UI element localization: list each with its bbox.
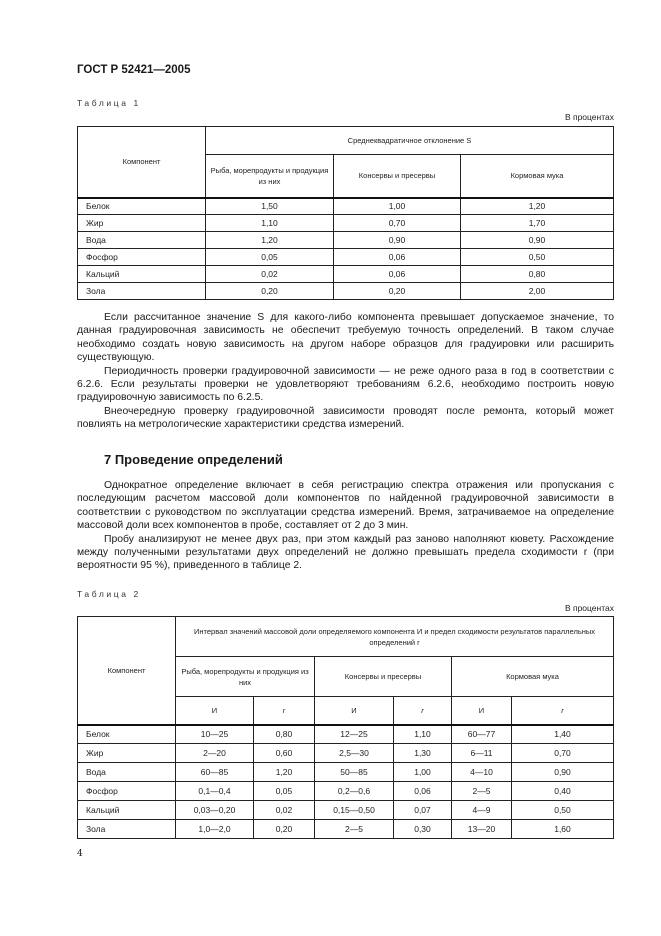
table-row: [78, 249, 614, 266]
cell-value: 0,50: [461, 249, 614, 266]
cell-value: 0,60: [254, 744, 315, 763]
cell-value: 2—5: [452, 782, 512, 801]
row-component: Фосфор: [78, 782, 176, 801]
cell-value: 1,30: [394, 744, 452, 763]
table2-subcol: И: [452, 697, 512, 725]
table-row: [78, 266, 614, 283]
table2-subcol: r: [512, 697, 614, 725]
cell-value: 0,2—0,6: [315, 782, 394, 801]
table-row: [78, 820, 614, 839]
cell-value: 1,00: [334, 198, 461, 215]
cell-value: 1,50: [206, 198, 334, 215]
table1-col-component: Компонент: [78, 127, 206, 198]
cell-value: 0,80: [254, 725, 315, 744]
table2-subcol: И: [315, 697, 394, 725]
paragraph: Внеочередную проверку градуировочной зависимости проводят после ремонта, который может повлиять на метрологические характеристики средства измерений.: [77, 405, 614, 431]
cell-value: 2,00: [461, 283, 614, 300]
row-component: Кальций: [78, 801, 176, 820]
table2-subcol: r: [394, 697, 452, 725]
cell-value: 0,30: [394, 820, 452, 839]
table2-label: Таблица 2: [77, 589, 141, 599]
table-row: [78, 215, 614, 232]
cell-value: 1,20: [461, 198, 614, 215]
table1-col: Рыба, морепродукты и продукция из них: [206, 155, 334, 198]
cell-value: 60—85: [176, 763, 254, 782]
cell-value: 10—25: [176, 725, 254, 744]
cell-value: 0,80: [461, 266, 614, 283]
cell-value: 0,07: [394, 801, 452, 820]
cell-value: 0,03—0,20: [176, 801, 254, 820]
section-heading: 7 Проведение определений: [104, 452, 283, 467]
cell-value: 1,70: [461, 215, 614, 232]
table2: [77, 616, 614, 839]
cell-value: 0,70: [512, 744, 614, 763]
cell-value: 0,06: [394, 782, 452, 801]
cell-value: 1,0—2,0: [176, 820, 254, 839]
table2-col: Консервы и пресервы: [315, 657, 452, 697]
row-component: Жир: [78, 215, 206, 232]
cell-value: 4—10: [452, 763, 512, 782]
cell-value: 2—20: [176, 744, 254, 763]
row-component: Зола: [78, 283, 206, 300]
cell-value: 0,02: [254, 801, 315, 820]
row-component: Белок: [78, 725, 176, 744]
table-row: [78, 283, 614, 300]
row-component: Жир: [78, 744, 176, 763]
table2-subcol: И: [176, 697, 254, 725]
table-row: [78, 744, 614, 763]
row-component: Вода: [78, 763, 176, 782]
table1: [77, 126, 614, 300]
table2-unit: В процентах: [564, 603, 614, 613]
cell-value: 0,90: [512, 763, 614, 782]
cell-value: 6—11: [452, 744, 512, 763]
paragraph: Однократное определение включает в себя регистрацию спектра отражения или пропускания с последующим расчетом массовой доли компонентов по найденной градуировочной зависимости в соответствии с руководством по эксплуатации средства измерений. Время, затрачиваемое на определение массовой доли всех компонентов в пробе, составляет от 2 до 3 мин.: [77, 480, 614, 532]
paragraphs-block-1: [77, 311, 614, 432]
cell-value: 2,5—30: [315, 744, 394, 763]
cell-value: 0,06: [334, 266, 461, 283]
paragraphs-block-2: [77, 479, 614, 573]
table2-group-header: Интервал значений массовой доли определяемого компонента И и предел сходимости результатов параллельных определений r: [176, 617, 614, 657]
cell-value: 12—25: [315, 725, 394, 744]
row-component: Зола: [78, 820, 176, 839]
table1-col: Консервы и пресервы: [334, 155, 461, 198]
row-component: Кальций: [78, 266, 206, 283]
paragraph: Периодичность проверки градуировочной зависимости — не реже одного раза в год в соответствии с 6.2.6. Если результаты проверки не удовлетворяют требованиям 6.2.6, необходимо построить новую градуировочную зависимость по 6.2.5.: [77, 365, 614, 404]
table-row: [78, 725, 614, 744]
table2-col: Рыба, морепродукты и продукция из них: [176, 657, 315, 697]
cell-value: 1,20: [206, 232, 334, 249]
table-row: [78, 198, 614, 215]
table-row: [78, 232, 614, 249]
cell-value: 1,10: [206, 215, 334, 232]
cell-value: 1,60: [512, 820, 614, 839]
cell-value: 0,20: [206, 283, 334, 300]
paragraph: Если рассчитанное значение S для какого-либо компонента превышает допускаемое значение, то данная градуировочная зависимость не обеспечит требуемую точность определений. В таком случае необходимо создать новую зависимость на другом наборе образцов для градуировки или расширить существующую.: [77, 312, 614, 364]
table-row: [78, 782, 614, 801]
cell-value: 0,06: [334, 249, 461, 266]
table1-group-header: Среднеквадратичное отклонение S: [206, 127, 614, 155]
cell-value: 13—20: [452, 820, 512, 839]
table2-col-component: Компонент: [78, 617, 176, 725]
cell-value: 0,02: [206, 266, 334, 283]
table-row: [78, 801, 614, 820]
cell-value: 1,40: [512, 725, 614, 744]
table2-col: Кормовая мука: [452, 657, 614, 697]
paragraph: Пробу анализируют не менее двух раз, при этом каждый раз заново наполняют кювету. Расхождение между полученными результатами двух определений не должно превышать предела сходимости r (при вероятности 95 %), приведенного в таблице 2.: [77, 533, 614, 572]
cell-value: 0,20: [334, 283, 461, 300]
cell-value: 0,05: [206, 249, 334, 266]
cell-value: 1,10: [394, 725, 452, 744]
cell-value: 2—5: [315, 820, 394, 839]
row-component: Белок: [78, 198, 206, 215]
cell-value: 0,15—0,50: [315, 801, 394, 820]
cell-value: 0,50: [512, 801, 614, 820]
table-row: [78, 763, 614, 782]
cell-value: 0,1—0,4: [176, 782, 254, 801]
cell-value: 0,40: [512, 782, 614, 801]
document-header: ГОСТ Р 52421—2005: [77, 64, 191, 76]
table2-subcol: r: [254, 697, 315, 725]
cell-value: 50—85: [315, 763, 394, 782]
row-component: Вода: [78, 232, 206, 249]
table1-label: Таблица 1: [77, 98, 141, 108]
table1-unit: В процентах: [564, 112, 614, 122]
row-component: Фосфор: [78, 249, 206, 266]
table1-col: Кормовая мука: [461, 155, 614, 198]
cell-value: 4—9: [452, 801, 512, 820]
cell-value: 1,00: [394, 763, 452, 782]
cell-value: 0,90: [334, 232, 461, 249]
page-number: 4: [77, 849, 83, 859]
cell-value: 0,90: [461, 232, 614, 249]
cell-value: 0,70: [334, 215, 461, 232]
cell-value: 0,20: [254, 820, 315, 839]
cell-value: 1,20: [254, 763, 315, 782]
cell-value: 0,05: [254, 782, 315, 801]
cell-value: 60—77: [452, 725, 512, 744]
